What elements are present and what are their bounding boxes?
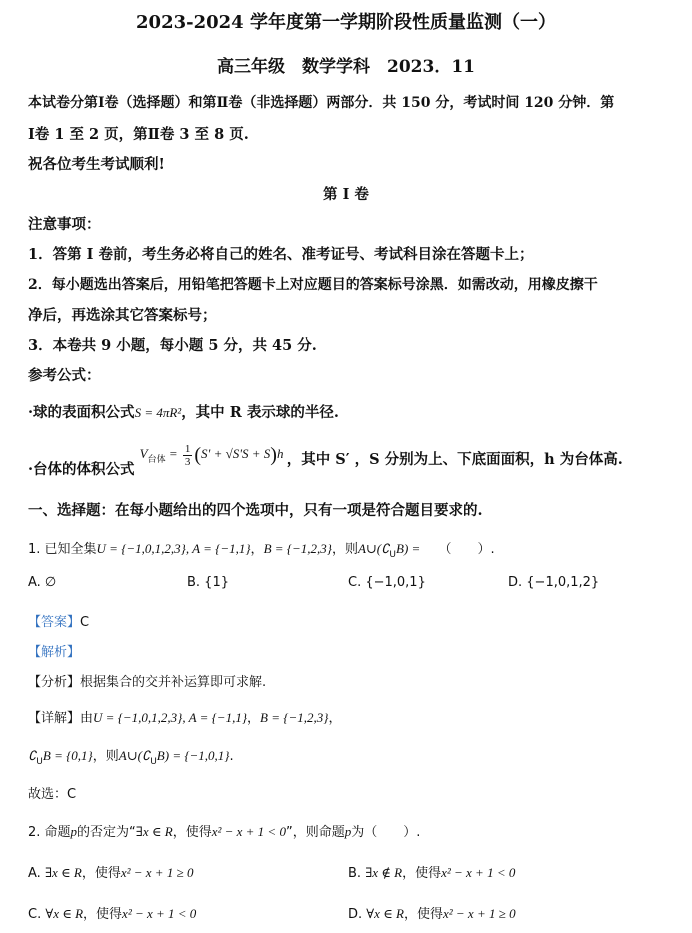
q2-blank: 为（ ）. — [351, 825, 421, 840]
q1-comma: ， — [250, 542, 264, 557]
intro-line-3: 祝各位考生考试顺利! — [28, 156, 165, 173]
q2-d-label: D. — [348, 907, 367, 922]
q1-analysis-line — [28, 641, 676, 660]
sphere-formula: S = 4πR² — [134, 405, 182, 420]
q1-detail-line — [28, 707, 676, 726]
intro-line-1: 本试卷分第Ⅰ卷（选择题）和第Ⅱ卷（非选择题）两部分．共 150 分，考试时间 120 分钟．第 — [28, 95, 615, 111]
q1-expr-a: A∪(∁ — [357, 541, 390, 556]
q2-quantifier: ∃x ∈ R — [135, 824, 173, 839]
analysis-tag: 【解析】 — [28, 645, 81, 660]
note-3: 3．本卷共 9 小题，每小题 5 分，共 45 分. — [28, 337, 317, 354]
q1-stem — [28, 538, 676, 560]
q2-option-c — [28, 903, 196, 922]
sphere-label: ·球的表面积公式 — [28, 404, 135, 421]
q2-a-quantifier: ∃x ∈ R — [44, 865, 82, 880]
q1-step-then: ，则 — [92, 749, 119, 764]
q2-c-such: ，使得 — [83, 907, 123, 922]
part1-heading: 一、选择题：在每小题给出的四个选项中，只有一项是符合题目要求的. — [28, 502, 483, 519]
note-1: 1．答第 I 卷前，考生务必将自己的姓名、准考证号、考试科目涂在答题卡上； — [28, 246, 534, 263]
q1-blank: （ ）. — [438, 542, 495, 557]
q2-b-label: B. — [348, 866, 366, 881]
q1-choose: 故选：C — [28, 787, 77, 802]
frustum-v: V — [139, 446, 148, 461]
q1-step-sub2: U — [150, 757, 157, 767]
q1-detail-comma: ， — [247, 711, 261, 726]
q1-stem-pre: 1. 已知全集 — [28, 542, 97, 557]
notes-heading: 注意事项： — [28, 216, 101, 233]
q2-d-quantifier: ∀x ∈ R — [366, 906, 404, 921]
sphere-formula-line — [28, 401, 676, 422]
exam-title: 2023-2024 学年度第一学期阶段性质量监测（一） — [136, 12, 556, 33]
q1-option-b: B. {1} — [187, 575, 229, 590]
q1-step-sub: U — [36, 757, 43, 767]
frustum-h: h — [276, 446, 284, 461]
frustum-note: ，其中 S′ ，S 分别为上、下底面面积，h 为台体高. — [286, 451, 623, 468]
exam-subtitle: 高三年级 数学学科 2023．11 — [217, 57, 475, 77]
frustum-eq: = — [168, 446, 178, 461]
q1-step-result: B = {0,1} — [42, 748, 93, 763]
q2-a-inequality: x² − x + 1 ≥ 0 — [120, 865, 194, 880]
q1-fenxi: 根据集合的交并补运算即可求解. — [80, 675, 267, 690]
q1-detail-end: ， — [328, 711, 342, 726]
frustum-label: ·台体的体积公式 — [28, 461, 135, 478]
q1-step-end: . — [229, 749, 234, 764]
frustum-formula: $V_{台体}$ = $\frac{1}{3}$ (S' + √S'S + S)h — [139, 442, 284, 468]
sphere-note: ，其中 R 表示球的半径. — [181, 404, 339, 421]
answer-tag: 【答案】 — [28, 615, 81, 630]
q2-option-a — [28, 862, 193, 881]
q1-then: ，则 — [331, 542, 358, 557]
q2-stem — [28, 821, 676, 840]
q2-stem-end: ”，则命题 — [285, 825, 345, 840]
q1-option-a: A. ∅ — [28, 575, 57, 590]
q1-set-b: B = {−1,2,3} — [263, 541, 332, 556]
intro-line-2: Ⅰ卷 1 至 2 页，第Ⅱ卷 3 至 8 页. — [28, 126, 249, 143]
q2-c-inequality: x² − x + 1 < 0 — [122, 906, 197, 921]
frustum-fraction-num: 1 — [184, 442, 191, 455]
q2-c-label: C. — [28, 907, 46, 922]
q2-p2: p — [344, 824, 352, 839]
q1-option-c: C. {−1,0,1} — [348, 575, 426, 590]
q2-b-quantifier: ∃x ∉ R — [365, 865, 403, 880]
frustum-formula-line — [28, 440, 676, 480]
q2-option-b — [348, 862, 515, 881]
q2-p: p — [70, 824, 78, 839]
q2-inequality: x² − x + 1 < 0 — [211, 824, 286, 839]
detail-tag: 【详解】 — [28, 711, 81, 726]
q1-step-line — [28, 745, 676, 767]
q1-set-u-a: U = {−1,0,1,2,3}, A = {−1,1} — [96, 541, 251, 556]
note-2b: 净后，再选涂其它答案标号； — [28, 307, 217, 324]
q2-a-label: A. — [28, 866, 45, 881]
q1-step-final: B) = {−1,0,1} — [156, 748, 230, 763]
q1-step-expr-a: A∪(∁ — [118, 748, 151, 763]
q2-such: ，使得 — [172, 825, 212, 840]
q1-detail-set-b: B = {−1,2,3} — [260, 710, 329, 725]
q2-stem-pre: 2. 命题 — [28, 825, 71, 840]
q2-c-quantifier: ∀x ∈ R — [45, 906, 84, 921]
q1-step-complement: ∁ — [28, 748, 37, 763]
note-2a: 2．每小题选出答案后，用铅笔把答题卡上对应题目的答案标号涂黑．如需改动，用橡皮擦干 — [28, 277, 598, 293]
frustum-v-sub: 台体 — [147, 454, 166, 464]
q2-option-d — [348, 903, 516, 922]
q1-expr-b: B) = — [396, 541, 421, 556]
q2-d-inequality: x² − x + 1 ≥ 0 — [442, 906, 516, 921]
frustum-body: S' + √S'S + S — [201, 446, 271, 461]
q2-stem-mid: 的否定为“ — [77, 825, 136, 840]
q1-detail-pre: 由 — [80, 711, 94, 726]
q1-detail-sets: U = {−1,0,1,2,3}, A = {−1,1} — [93, 710, 248, 725]
q2-b-such: ，使得 — [402, 866, 442, 881]
q1-expr-sub: U — [389, 550, 396, 560]
section-title: 第 I 卷 — [323, 186, 369, 203]
q2-b-inequality: x² − x + 1 < 0 — [441, 865, 516, 880]
q1-fenxi-line — [28, 671, 676, 690]
q2-d-such: ，使得 — [403, 907, 443, 922]
formulas-heading: 参考公式： — [28, 367, 101, 384]
fenxi-tag: 【分析】 — [28, 675, 81, 690]
q2-a-such: ，使得 — [81, 866, 121, 881]
frustum-fraction-den: 3 — [184, 455, 191, 468]
q1-option-d: D. {−1,0,1,2} — [508, 575, 600, 590]
q1-answer: C — [80, 615, 90, 630]
frustum-fraction — [183, 443, 193, 468]
q1-answer-line — [28, 611, 676, 630]
